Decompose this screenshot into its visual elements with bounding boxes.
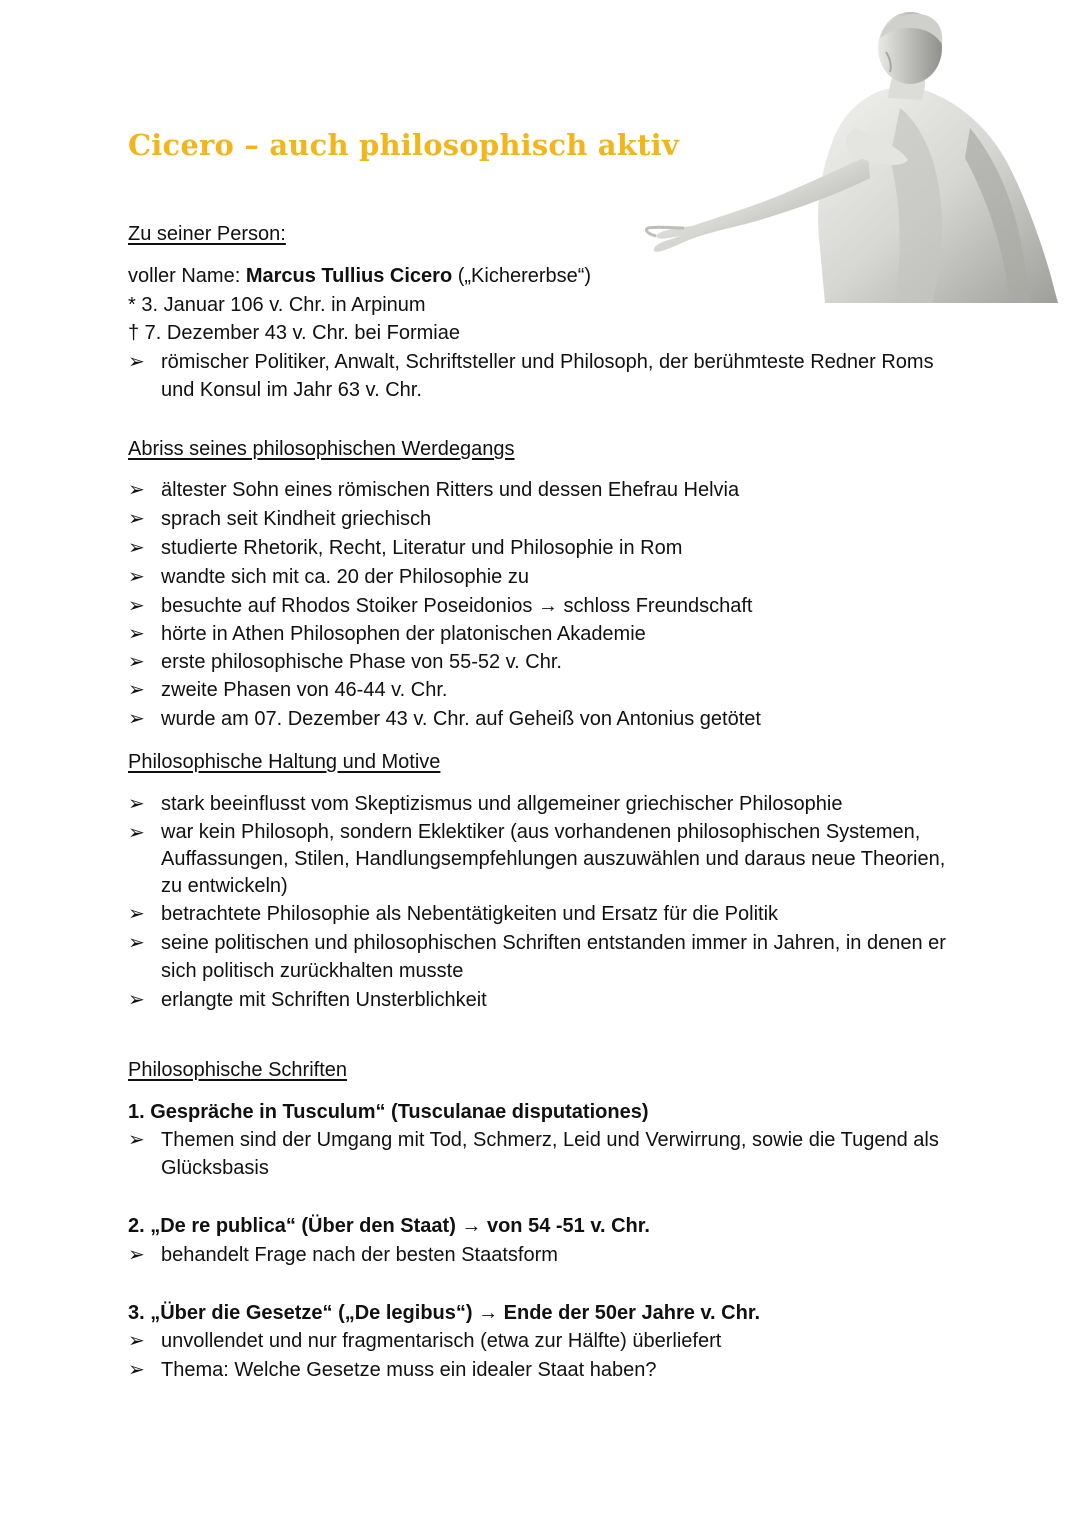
list-item-text: wurde am 07. Dezember 43 v. Chr. auf Geheiß von Antonius getötet — [161, 708, 761, 730]
bullet-arrow-icon: ➢ — [128, 989, 145, 1011]
list-item — [128, 563, 948, 591]
bullet-arrow-icon: ➢ — [128, 903, 145, 925]
writings-heading: Philosophische Schriften — [128, 1059, 348, 1081]
bullet-arrow-icon: ➢ — [128, 595, 145, 617]
bullet-arrow-icon: ➢ — [128, 623, 145, 645]
nickname: („Kichererbse“) — [452, 265, 592, 287]
work-title-de-re-publica: 2. „De re publica“ (Über den Staat) → von 54 -51 v. Chr. — [128, 1215, 650, 1237]
list-item — [128, 790, 948, 818]
full-name-label: voller Name: — [128, 265, 246, 287]
list-item-text: betrachtete Philosophie als Nebentätigkeiten und Ersatz für die Politik — [161, 903, 779, 925]
list-item — [128, 900, 948, 928]
bullet-arrow-icon: ➢ — [128, 508, 145, 530]
list-item-text: zweite Phasen von 46-44 v. Chr. — [161, 679, 448, 701]
page-title: Cicero – auch philosophisch aktiv — [128, 128, 679, 162]
list-item — [128, 1356, 948, 1384]
list-item-text: studierte Rhetorik, Recht, Literatur und Philosophie in Rom — [161, 537, 683, 559]
bullet-arrow-icon: ➢ — [128, 1244, 145, 1266]
list-item-text: hörte in Athen Philosophen der platonischen Akademie — [161, 623, 646, 645]
full-name: Marcus Tullius Cicero — [245, 265, 453, 287]
list-item-text: wandte sich mit ca. 20 der Philosophie zu — [161, 566, 529, 588]
list-item — [128, 648, 948, 676]
list-item — [128, 592, 948, 620]
list-item — [128, 505, 948, 533]
list-item-text: seine politischen und philosophischen Schriften entstanden immer in Jahren, in denen er sich politisch zurückhalten musste — [161, 932, 946, 982]
list-item-text: erlangte mit Schriften Unsterblichkeit — [161, 989, 487, 1011]
bullet-arrow-icon: ➢ — [128, 351, 145, 373]
bullet-arrow-icon: ➢ — [128, 793, 145, 815]
work-title-tusculanae: 1. Gespräche in Tusculum“ (Tusculanae disputationes) — [128, 1101, 649, 1123]
list-item — [128, 348, 948, 404]
list-item — [128, 1126, 948, 1182]
list-item-text: erste philosophische Phase von 55-52 v. Chr. — [161, 651, 562, 673]
list-item-text: unvollendet und nur fragmentarisch (etwa zur Hälfte) überliefert — [161, 1330, 722, 1352]
bullet-arrow-icon: ➢ — [128, 651, 145, 673]
death-line: † 7. Dezember 43 v. Chr. bei Formiae — [128, 322, 460, 344]
bullet-arrow-icon: ➢ — [128, 566, 145, 588]
list-item-text: sprach seit Kindheit griechisch — [161, 508, 432, 530]
list-item-text: ältester Sohn eines römischen Ritters und dessen Ehefrau Helvia — [161, 479, 740, 501]
bullet-arrow-icon: ➢ — [128, 1330, 145, 1352]
bullet-arrow-icon: ➢ — [128, 822, 145, 844]
bullet-arrow-icon: ➢ — [128, 537, 145, 559]
list-item-text: Themen sind der Umgang mit Tod, Schmerz, Leid und Verwirrung, sowie die Tugend als Glücksbasis — [161, 1129, 939, 1179]
full-name-line — [128, 262, 591, 290]
list-item — [128, 819, 948, 900]
bullet-arrow-icon: ➢ — [128, 708, 145, 730]
person-summary: römischer Politiker, Anwalt, Schriftsteller und Philosoph, der berühmteste Redner Roms und Konsul im Jahr 63 v. Chr. — [161, 351, 934, 401]
bullet-arrow-icon: ➢ — [128, 932, 145, 954]
work-title-de-legibus: 3. „Über die Gesetze“ („De legibus“) → Ende der 50er Jahre v. Chr. — [128, 1302, 761, 1324]
person-heading: Zu seiner Person: — [128, 223, 286, 245]
list-item — [128, 620, 948, 648]
bullet-arrow-icon: ➢ — [128, 1359, 145, 1381]
list-item — [128, 1327, 948, 1355]
list-item — [128, 534, 948, 562]
list-item-text: behandelt Frage nach der besten Staatsform — [161, 1244, 558, 1266]
birth-line: * 3. Januar 106 v. Chr. in Arpinum — [128, 294, 426, 316]
list-item-text: besuchte auf Rhodos Stoiker Poseidonios → schloss Freundschaft — [161, 595, 753, 617]
attitude-heading: Philosophische Haltung und Motive — [128, 751, 441, 773]
bullet-arrow-icon: ➢ — [128, 1129, 145, 1151]
list-item-text: stark beeinflusst vom Skeptizismus und allgemeiner griechischer Philosophie — [161, 793, 843, 815]
list-item — [128, 929, 948, 985]
list-item-text: Thema: Welche Gesetze muss ein idealer Staat haben? — [161, 1359, 657, 1381]
bullet-arrow-icon: ➢ — [128, 679, 145, 701]
bullet-arrow-icon: ➢ — [128, 479, 145, 501]
list-item-text: war kein Philosoph, sondern Eklektiker (aus vorhandenen philosophischen Systemen, Auffassungen, Stilen, Handlungsempfehlungen auszuwählen und daraus neue Theorien, zu entwickeln) — [161, 821, 946, 897]
statue-of-cicero-image — [640, 8, 1070, 303]
list-item — [128, 705, 948, 733]
list-item — [128, 476, 948, 504]
career-heading: Abriss seines philosophischen Werdegangs — [128, 438, 515, 460]
list-item — [128, 676, 948, 704]
list-item — [128, 1241, 948, 1269]
list-item — [128, 986, 948, 1014]
